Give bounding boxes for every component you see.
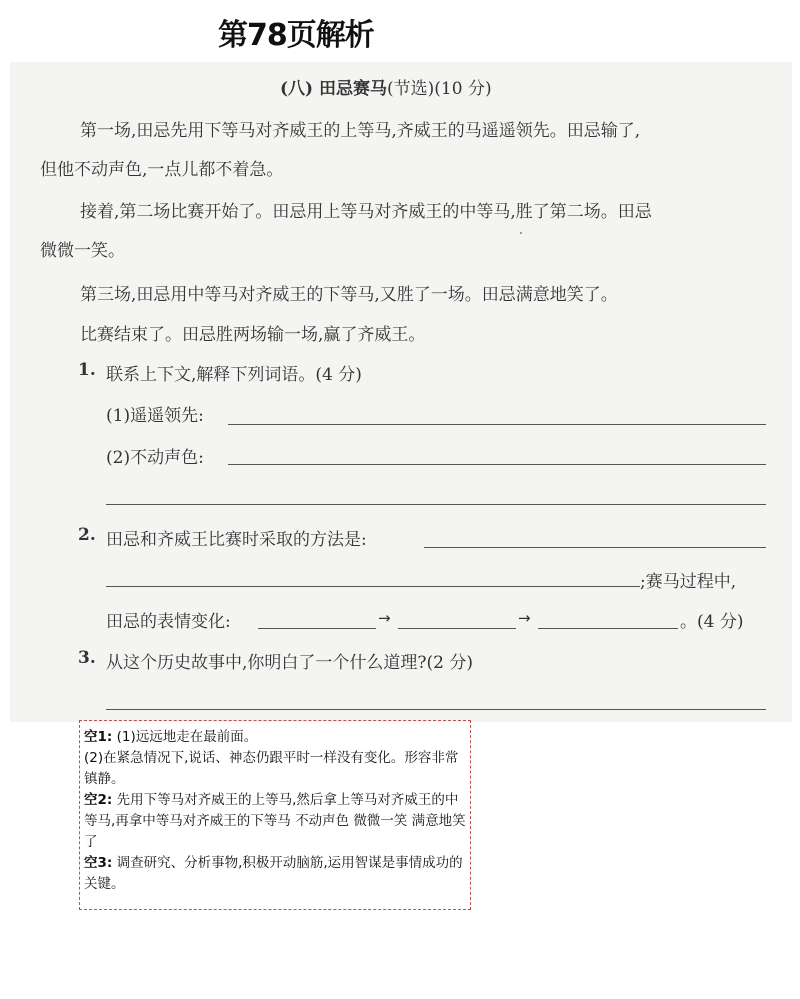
q2-expression-label: 田忌的表情变化: — [106, 612, 231, 632]
answer-box — [79, 720, 471, 910]
q2-text: 田忌和齐威王比赛时采取的方法是: — [106, 530, 367, 550]
q1-text: 联系上下文,解释下列词语。(4 分) — [106, 365, 362, 385]
answer-3-text: 调查研究、分析事物,积极开动脑筋,运用智谋是事情成功的关键。 — [84, 855, 463, 892]
passage-p2-line1: 接着,第二场比赛开始了。田忌用上等马对齐威王的中等马,胜了第二场。田忌 — [80, 202, 652, 222]
answer-3-label: 空3: — [84, 855, 113, 871]
section-heading-main: (八) 田忌赛马 — [280, 79, 388, 99]
section-heading — [280, 74, 492, 99]
q2-arrow-2: → — [518, 609, 531, 627]
section-heading-sub: (节选)(10 分) — [387, 79, 492, 99]
q2-mid-text: ;赛马过程中, — [640, 572, 737, 592]
answer-3 — [84, 853, 466, 895]
q1-part-a: (1)遥遥领先: — [106, 406, 204, 426]
q2-arrow-1: → — [378, 609, 391, 627]
answer-1-text: (1)远远地走在最前面。 — [116, 729, 258, 745]
q1-part-b: (2)不动声色: — [106, 448, 204, 468]
answer-1 — [84, 727, 466, 748]
q2-expression-line-2 — [398, 628, 516, 629]
q3-answer-line — [106, 709, 766, 710]
scan-speck — [520, 232, 522, 234]
passage-p4: 比赛结束了。田忌胜两场输一场,赢了齐威王。 — [80, 325, 426, 345]
q3-text: 从这个历史故事中,你明白了一个什么道理?(2 分) — [106, 653, 474, 673]
answer-2 — [84, 790, 466, 853]
q1-number: 1. — [78, 360, 96, 380]
q2-score: 。(4 分) — [680, 612, 744, 632]
answer-2-label: 空2: — [84, 792, 113, 808]
passage-p1-line1: 第一场,田忌先用下等马对齐威王的上等马,齐威王的马遥遥领先。田忌输了, — [80, 121, 641, 141]
passage-p3: 第三场,田忌用中等马对齐威王的下等马,又胜了一场。田忌满意地笑了。 — [80, 285, 618, 305]
q3-number: 3. — [78, 648, 96, 668]
passage-p2-line2: 微微一笑。 — [40, 241, 125, 261]
q1-b-answer-line — [228, 464, 766, 465]
q2-expression-line-1 — [258, 628, 376, 629]
answer-1-label: 空1: — [84, 729, 113, 745]
answer-1-part2: (2)在紧急情况下,说话、神态仍跟平时一样没有变化。形容非常镇静。 — [84, 750, 459, 787]
q2-method-line-1 — [424, 547, 766, 548]
q2-number: 2. — [78, 525, 96, 545]
q2-method-line-2 — [106, 586, 640, 587]
page-title: 第78页解析 — [218, 18, 374, 53]
q1-a-answer-line — [228, 424, 766, 425]
q2-expression-line-3 — [538, 628, 678, 629]
q1-b-answer-line-2 — [106, 504, 766, 505]
answer-2-text: 先用下等马对齐威王的上等马,然后拿上等马对齐威王的中等马,再拿中等马对齐威王的下等马 不动声色 微微一笑 满意地笑了 — [84, 792, 466, 850]
passage-p1-line2: 但他不动声色,一点儿都不着急。 — [40, 160, 284, 180]
